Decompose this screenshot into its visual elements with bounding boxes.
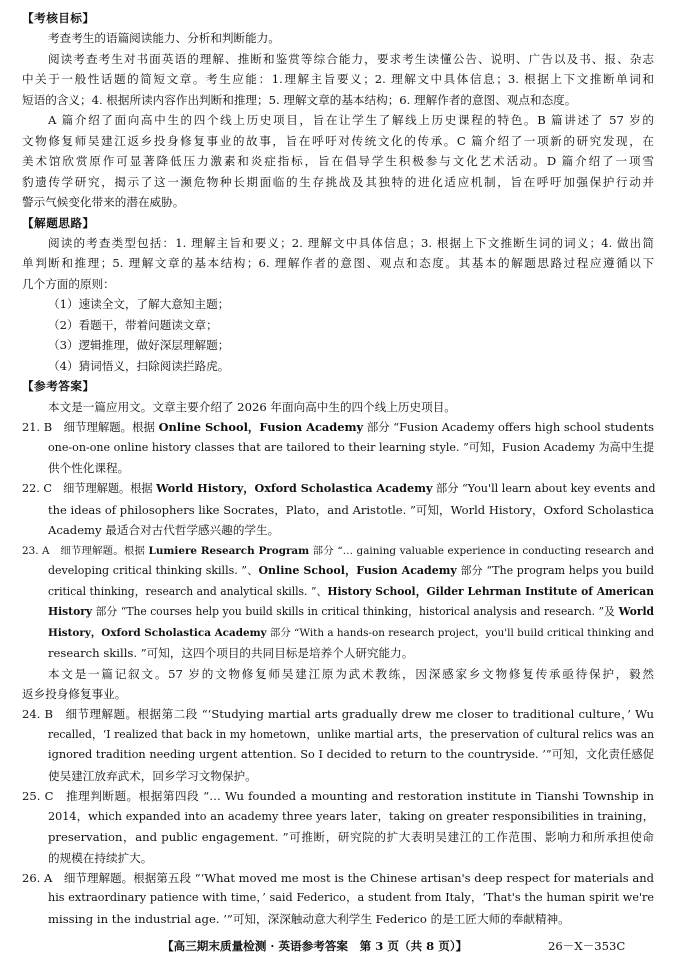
answer-26-line: missing in the industrial age. ’”可知，深深触动意大利学生 Federico 的是工匠大师的奉献精神。 (48, 911, 570, 926)
answer-25-line: 的规模在持续扩大。 (48, 850, 153, 865)
answer-23-line: History，Oxford Scholastica Academy 部分 “With a hands-on research project，you'll build critical thinking and (48, 626, 654, 639)
answer-23-line: research skills. ”可知，这四个项目的共同目标是培养个人研究能力。 (48, 646, 414, 661)
answer-23: 23. A 细节理解题。根据 Lumiere Research Program 部分 “… gaining valuable experience in conducting research and (22, 544, 655, 557)
paragraph-line: 文物修复师吴建江返乡投身修复事业的故事，旨在呼吁对传统文化的传承。C 篇介绍了一项新的研究发现，在 (22, 133, 654, 148)
passage-summary: 返乡投身修复事业。 (22, 686, 127, 701)
answer-23-line: History 部分 “The courses help you build skills in critical thinking，historical analysis and research. ”及 World (48, 605, 654, 619)
footer-code: 26－X－353C (548, 939, 626, 953)
answer-26-line: his extraordinary patience with time，’ said Federico，a student from Italy，‘That's the human spirit we're (48, 891, 654, 905)
paragraph-line: 短语的含义；4. 根据所读内容作出判断和推理；5. 理解文章的基本结构；6. 理解作者的意图、观点和态度。 (22, 92, 577, 107)
paragraph-line: A 篇介绍了面向高中生的四个线上历史项目，旨在让学生了解线上历史课程的特色。B 篇讲述了 57 岁的 (48, 113, 654, 128)
answer-25-line: 2014，which expanded into an academy three years later，taking on greater responsibilities in training， (48, 809, 654, 823)
answer-25-line: preservation，and public engagement. ”可推断，研究院的扩大表明吴建江的工作范围、影响力和所承担使命 (48, 830, 654, 845)
section-heading-approach: 【解题思路】 (22, 215, 95, 230)
answer-22-line: Academy 最适合对古代哲学感兴趣的学生。 (48, 523, 280, 538)
paragraph-line: 豹遗传学研究，揭示了这一濒危物种长期面临的生存挑战及其独特的进化适应机制，旨在呼吁加强保护行动并 (22, 174, 654, 189)
answer-21-line: 供个性化课程。 (48, 460, 130, 475)
paragraph-line: 中关于一般性话题的简短文章。考生应能：1.理解主旨要义；2. 理解文中具体信息；3. 根据上下文推断单词和 (22, 72, 654, 87)
answer-page (22, 8, 654, 929)
answer-22: 22. C 细节理解题。根据 World History，Oxford Scholastica Academy 部分 “You'll learn about key events and (22, 481, 656, 496)
passage-summary: 本文是一篇记叙文。57 岁的文物修复师吴建江原为武术教练，因深感家乡文物修复传承亟待保护，毅然 (48, 666, 654, 681)
answer-25: 25. C 推理判断题。根据第四段 “… Wu founded a mounting and restoration institute in Tianshi Township in (22, 789, 654, 804)
principle-item: （4）猜词悟义，扫除阅读拦路虎。 (48, 358, 230, 373)
footer-title: 【高三期末质量检测 · 英语参考答案 第 3 页（共 8 页）】 (162, 939, 468, 953)
answer-21-line: one-on-one online history classes that are tailored to their learning style. ”可知，Fusion Academy 为高中生提 (48, 440, 654, 454)
paragraph-line: 几个方面的原则： (22, 276, 115, 291)
paragraph-line: 阅读考查考生对书面英语的理解、推断和鉴赏等综合能力，要求考生读懂公告、说明、广告以及书、报、杂志 (48, 51, 654, 66)
answer-24: 24. B 细节理解题。根据第二段 “‘Studying martial arts gradually drew me closer to traditional culture，’ Wu (22, 707, 654, 722)
principle-item: （1）速读全文，了解大意知主题； (48, 297, 230, 312)
paragraph-line: 考查考生的语篇阅读能力、分析和判断能力。 (48, 31, 280, 46)
paragraph-line: 美术馆欣赏原作可显著降低压力激素和炎症指标，旨在倡导学生积极参与文化艺术活动。D 篇介绍了一项雪 (22, 154, 654, 169)
paragraph-line: 单判断和推理；5. 理解文章的基本结构；6. 理解作者的意图、观点和态度。其基本的解题思路过程应遵循以下 (22, 256, 654, 271)
answer-24-line: recalled，‘I realized that back in my hometown，unlike martial arts，the preservation of cultural relics was an (48, 727, 654, 741)
answer-21: 21. B 细节理解题。根据 Online School，Fusion Academy 部分 “Fusion Academy offers high school students (22, 420, 654, 435)
passage-summary: 本文是一篇应用文。文章主要介绍了 2026 年面向高中生的四个线上历史项目。 (48, 399, 456, 414)
section-heading-objective: 【考核目标】 (22, 11, 95, 25)
principle-item: （2）看题干，带着问题读文章； (48, 317, 218, 332)
answer-26: 26. A 细节理解题。根据第五段 “‘What moved me most is the Chinese artisan's deep respect for materials and (22, 871, 654, 886)
answer-22-line: the ideas of philosophers like Socrates，Plato，and Aristotle. ”可知，World History，Oxford Scholastica (48, 502, 654, 517)
section-heading-answers: 【参考答案】 (22, 379, 95, 394)
paragraph-line: 警示气候变化带来的潜在威胁。 (22, 195, 185, 210)
answer-23-line: developing critical thinking skills. ”、Online School，Fusion Academy 部分 “The program helps you build (48, 564, 655, 578)
principle-item: （3）逻辑推理，做好深层理解题； (48, 338, 230, 353)
paragraph-line: 阅读的考查类型包括：1. 理解主旨和要义；2. 理解文中具体信息；3. 根据上下文推断生词的词义；4. 做出简 (48, 235, 654, 250)
answer-24-line: 使吴建江放弃武术，回乡学习文物保护。 (48, 768, 257, 783)
answer-23-line: critical thinking，research and analytical skills. ”、History School，Gilder Lehrman Institute of American (48, 584, 654, 598)
answer-24-line: ignored tradition needing urgent attention. So I decided to return to the countryside. ’”可知，文化责任感促 (48, 748, 654, 762)
